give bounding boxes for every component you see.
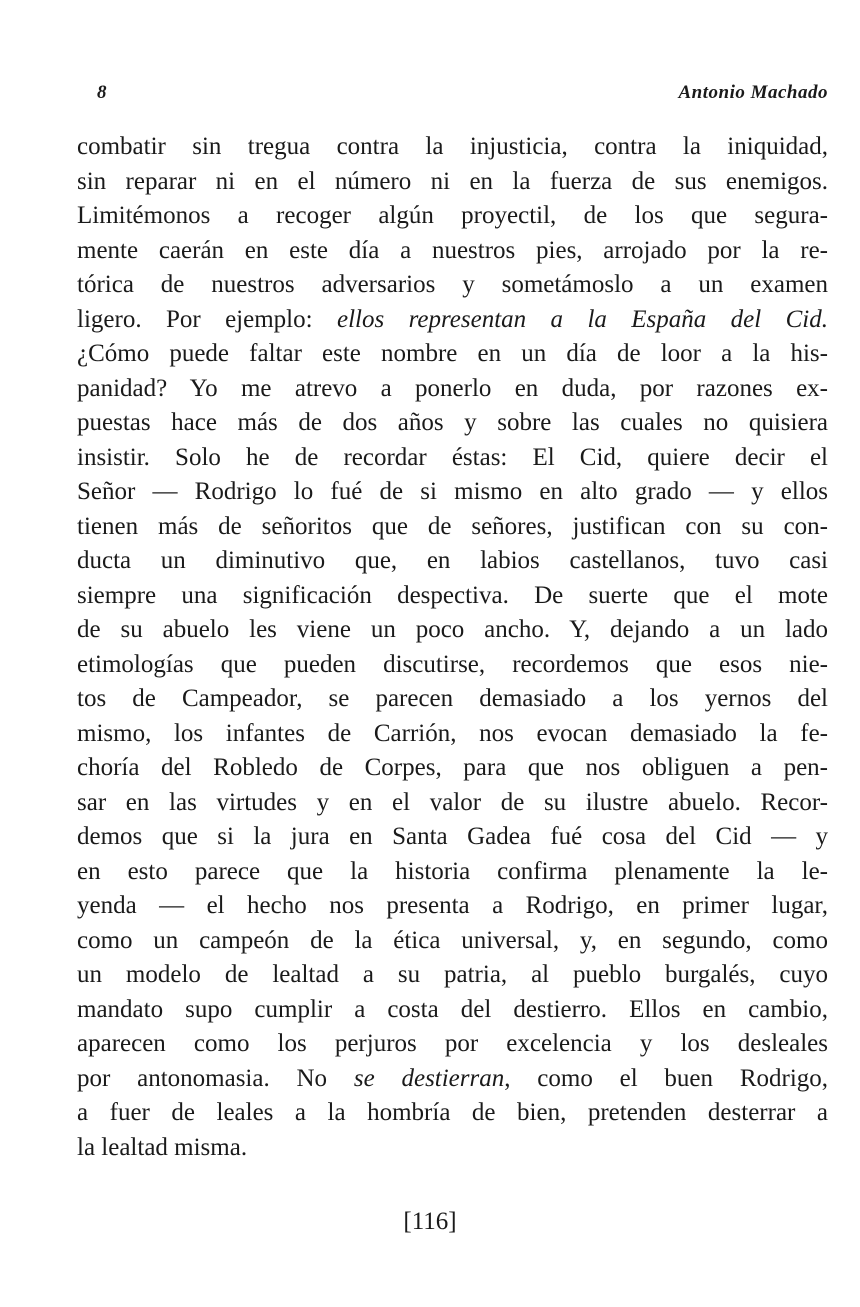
text-segment: , como el buen Rodrigo,	[504, 1064, 829, 1092]
text-line: ¿Cómo puede faltar este nombre en un día de loor a la his-	[77, 340, 828, 367]
text-line: ducta un diminutivo que, en labios castellanos, tuvo casi	[77, 547, 828, 574]
italic-phrase: se destierran	[353, 1064, 505, 1092]
text-line: tórica de nuestros adversarios y sometámoslo a un examen	[77, 271, 828, 298]
text-line: etimologías que pueden discutirse, recordemos que esos nie-	[77, 650, 828, 678]
text-line: como un campeón de la ética universal, y, en segundo, como	[77, 926, 828, 954]
text-line: sin reparar ni en el número ni en la fuerza de sus enemigos.	[77, 167, 828, 195]
text-line	[77, 1062, 828, 1097]
text-line: Limitémonos a recoger algún proyectil, de los que segura-	[77, 202, 828, 229]
text-line: panidad? Yo me atrevo a ponerlo en duda, por razones ex-	[77, 374, 828, 402]
text-line: insistir. Solo he de recordar éstas: El Cid, quiere decir el	[77, 443, 828, 471]
text-line: mismo, los infantes de Carrión, nos evocan demasiado la fe-	[77, 719, 828, 747]
text-line: en esto parece que la historia confirma plenamente la le-	[77, 857, 828, 885]
text-line: siempre una significación despectiva. De suerte que el mote	[77, 581, 828, 609]
text-line: sar en las virtudes y en el valor de su ilustre abuelo. Recor-	[77, 788, 828, 816]
text-line: yenda — el hecho nos presenta a Rodrigo, en primer lugar,	[77, 892, 828, 919]
page-header	[97, 82, 828, 108]
text-line: tos de Campeador, se parecen demasiado a los yernos del	[77, 685, 828, 712]
text-line: demos que si la jura en Santa Gadea fué cosa del Cid — y	[77, 823, 828, 850]
text-line: tienen más de señoritos que de señores, justifican con su con-	[77, 512, 828, 540]
text-line: Señor — Rodrigo lo fué de si mismo en alto grado — y ellos	[77, 478, 828, 505]
text-line: choría del Robledo de Corpes, para que nos obliguen a pen-	[77, 754, 828, 781]
text-line: aparecen como los perjuros por excelencia y los desleales	[77, 1030, 828, 1057]
text-segment: ligero. Por ejemplo:	[77, 305, 313, 333]
running-head-author: Antonio Machado	[678, 82, 828, 103]
text-segment: por antonomasia. No	[77, 1064, 328, 1092]
text-line: combatir sin tregua contra la injusticia, contra la iniquidad,	[77, 133, 828, 160]
text-line: mandato supo cumplir a costa del destierro. Ellos en cambio,	[77, 995, 828, 1023]
text-line	[77, 303, 828, 338]
italic-quote: ellos representan a la España del Cid.	[336, 305, 828, 333]
text-line: de su abuelo les viene un poco ancho. Y, dejando a un lado	[77, 616, 828, 643]
folio-number: 8	[97, 82, 107, 103]
text-line: a fuer de leales a la hombría de bien, pretenden desterrar a	[77, 1099, 828, 1126]
text-line: un modelo de lealtad a su patria, al pueblo burgalés, cuyo	[77, 961, 828, 988]
body-text	[77, 130, 828, 1165]
text-line-final: la lealtad misma.	[77, 1133, 248, 1161]
text-line: mente caerán en este día a nuestros pies, arrojado por la re-	[77, 236, 828, 264]
text-line: puestas hace más de dos años y sobre las cuales no quisiera	[77, 409, 828, 436]
page-number: [116]	[403, 1208, 457, 1235]
